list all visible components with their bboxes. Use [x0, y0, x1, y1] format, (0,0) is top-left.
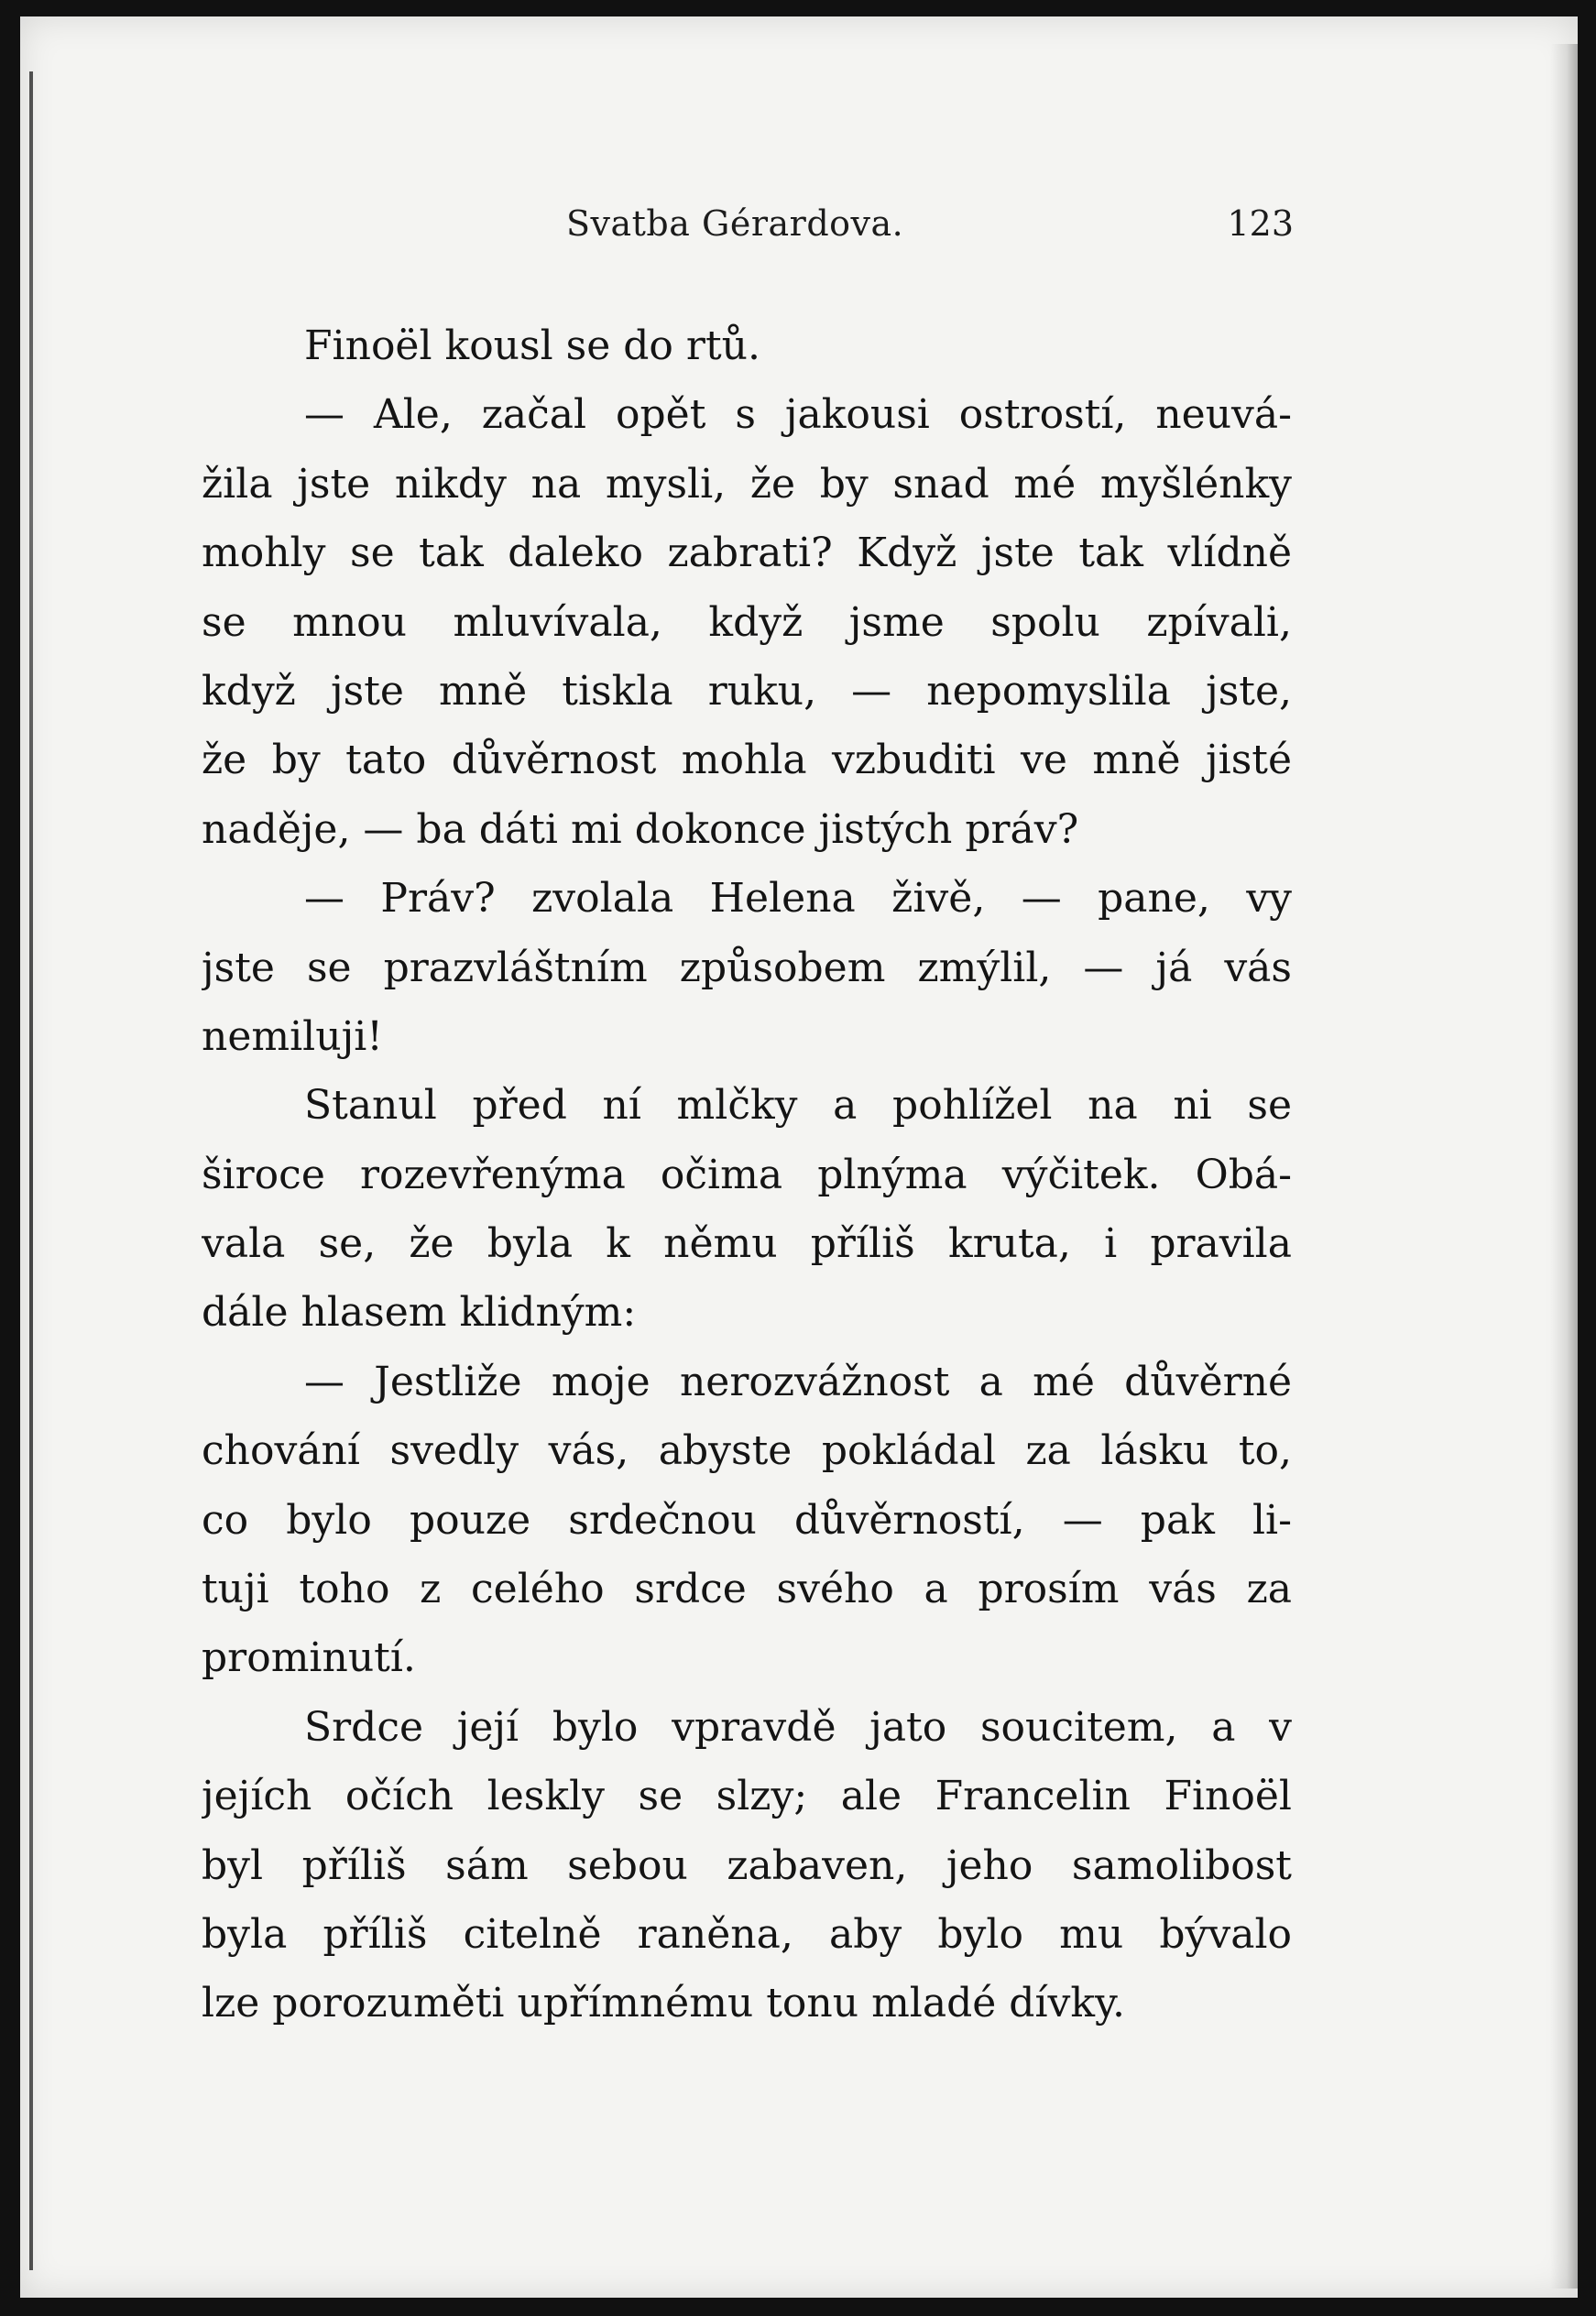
text-line: žila jste nikdy na mysli, že by snad mé myšlénky	[202, 460, 1292, 508]
text-line: široce rozevřenýma očima plnýma výčitek. Obá-	[202, 1151, 1292, 1198]
page-edge-shadow	[1550, 44, 1578, 2289]
text-line: když jste mně tiskla ruku, — nepomyslila jste,	[202, 667, 1292, 715]
text-line: — Práv? zvolala Helena živě, — pane, vy	[304, 875, 1292, 923]
text-line: co bylo pouze srdečnou důvěrností, — pak li-	[202, 1496, 1292, 1544]
text-line: dále hlasem klidným:	[202, 1289, 637, 1337]
page-number: 123	[1227, 203, 1294, 244]
text-line: jejích očích leskly se slzy; ale Francelin Finoël	[202, 1773, 1292, 1820]
text-line: Srdce její bylo vpravdě jato soucitem, a v	[304, 1703, 1292, 1751]
text-line: se mnou mluvívala, když jsme spolu zpívali,	[202, 598, 1292, 646]
text-line: — Ale, začal opět s jakousi ostrostí, neuvá-	[304, 391, 1292, 439]
text-line: vala se, že byla k němu příliš kruta, i pravila	[202, 1220, 1292, 1268]
text-line: Finoël kousl se do rtů.	[304, 322, 760, 369]
text-line: naděje, — ba dáti mi dokonce jistých práv?	[202, 805, 1079, 853]
text-line: Stanul před ní mlčky a pohlížel na ni se	[304, 1082, 1292, 1130]
text-line: mohly se tak daleko zabrati? Když jste tak vlídně	[202, 530, 1292, 577]
text-line: že by tato důvěrnost mohla vzbuditi ve mně jisté	[202, 737, 1292, 784]
text-line: lze porozuměti upřímnému tonu mladé dívky.	[202, 1980, 1126, 2027]
text-line: tuji toho z celého srdce svého a prosím vás za	[202, 1566, 1292, 1613]
text-line: nemiluji!	[202, 1012, 383, 1060]
text-line: jste se prazvláštním způsobem zmýlil, — já vás	[202, 944, 1292, 991]
text-line: byl příliš sám sebou zabaven, jeho samolibost	[202, 1841, 1292, 1889]
text-line: byla příliš citelně raněna, aby bylo mu bývalo	[202, 1910, 1292, 1958]
running-head	[533, 203, 1294, 258]
running-title: Svatba Gérardova.	[566, 203, 904, 244]
binding-edge-shadow	[29, 71, 33, 2270]
text-line: — Jestliže moje nerozvážnost a mé důvěrné	[304, 1358, 1292, 1405]
body-text	[202, 311, 1292, 2038]
text-line: prominutí.	[202, 1634, 416, 1682]
text-line: chování svedly vás, abyste pokládal za lásku to,	[202, 1427, 1292, 1475]
